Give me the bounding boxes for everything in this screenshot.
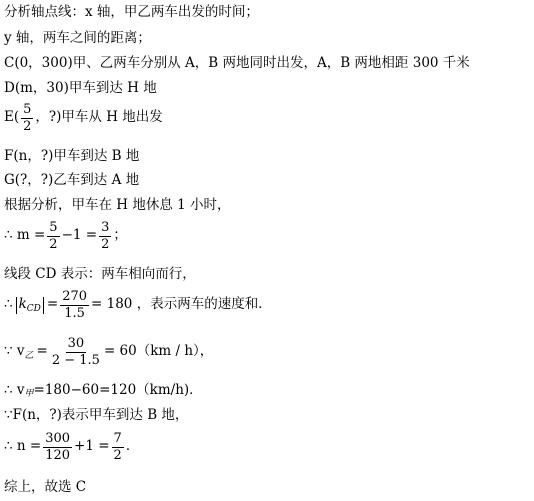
fraction-numerator: 5 <box>23 102 32 117</box>
fraction <box>43 432 72 462</box>
v-jia-suffix: =180−60=120（km/h)． <box>33 382 203 398</box>
fraction-numerator: 300 <box>45 431 71 446</box>
fraction-denominator: 2 <box>113 447 122 463</box>
fraction-numerator: 30 <box>67 336 85 351</box>
fraction-denominator: 2 <box>23 118 32 134</box>
fraction <box>112 432 124 462</box>
v-yi-prefix: ∵ v <box>4 343 25 360</box>
line-n-equation <box>4 432 139 462</box>
n-eq-middle: +1 = <box>74 438 110 455</box>
fraction-numerator: 3 <box>101 220 110 235</box>
fraction-denominator: 1.5 <box>64 305 85 321</box>
line-v-jia <box>4 384 203 398</box>
point-e-prefix: E( <box>4 109 20 126</box>
fraction-numerator: 5 <box>49 220 58 235</box>
m-eq-prefix: ∴ m = <box>4 227 46 244</box>
fraction-numerator: 270 <box>62 289 88 304</box>
slope-subscript: CD <box>26 303 41 314</box>
k-eq-suffix: = 180 ，表示两车的速度和． <box>91 296 272 313</box>
slope-symbol: k <box>18 296 27 313</box>
fraction <box>21 103 33 133</box>
line-v-yi <box>4 337 213 367</box>
line-axis-y: y 轴，两车之间的距离； <box>4 30 151 46</box>
fraction <box>60 290 89 320</box>
line-point-d: D(m，30)甲车到达 H 地 <box>4 80 157 96</box>
fraction-numerator: 7 <box>113 431 122 446</box>
line-axis-x: 分析轴点线：x 轴，甲乙两车出发的时间； <box>4 4 259 20</box>
k-eq-prefix: ∴ <box>4 296 13 313</box>
line-conclusion: 综上，故选 C <box>4 479 87 495</box>
absolute-value <box>16 297 44 314</box>
n-eq-suffix: ． <box>125 438 140 455</box>
m-eq-middle: −1 = <box>61 227 98 244</box>
line-point-e <box>4 103 163 133</box>
m-eq-suffix: ； <box>113 227 127 244</box>
fraction-denominator: 2 <box>49 236 58 252</box>
fraction <box>50 337 102 367</box>
fraction <box>47 221 59 251</box>
line-analysis: 根据分析，甲车在 H 地休息 1 小时， <box>4 197 231 213</box>
line-m-equation <box>4 221 127 251</box>
fraction-denominator: 2 <box>101 236 110 252</box>
line-point-f: F(n，?)甲车到达 B 地 <box>4 148 140 164</box>
line-point-g: G(?，?)乙车到达 A 地 <box>4 172 140 188</box>
line-point-c: C(0，300)甲、乙两车分别从 A，B 两地同时出发，A，B 两地相距 300 千米 <box>4 55 470 71</box>
v-yi-equals: = <box>36 343 48 360</box>
fraction-denominator: 2 − 1.5 <box>51 352 100 368</box>
n-eq-prefix: ∴ n = <box>4 438 42 455</box>
v-jia-subscript: 甲 <box>24 389 34 400</box>
point-e-suffix: ，?)甲车从 H 地出发 <box>35 109 163 126</box>
v-yi-subscript: 乙 <box>24 350 34 361</box>
v-jia-prefix: ∴ v <box>4 382 25 398</box>
line-k-equation <box>4 290 272 320</box>
fraction <box>99 221 111 251</box>
k-eq-equals: = <box>46 296 59 313</box>
line-point-f-meaning: ∵F(n，?)表示甲车到达 B 地， <box>4 407 189 423</box>
line-segment-cd: 线段 CD 表示：两车相向而行， <box>4 266 196 282</box>
v-yi-suffix: = 60（km / h）， <box>103 343 214 360</box>
fraction-denominator: 120 <box>45 447 71 463</box>
